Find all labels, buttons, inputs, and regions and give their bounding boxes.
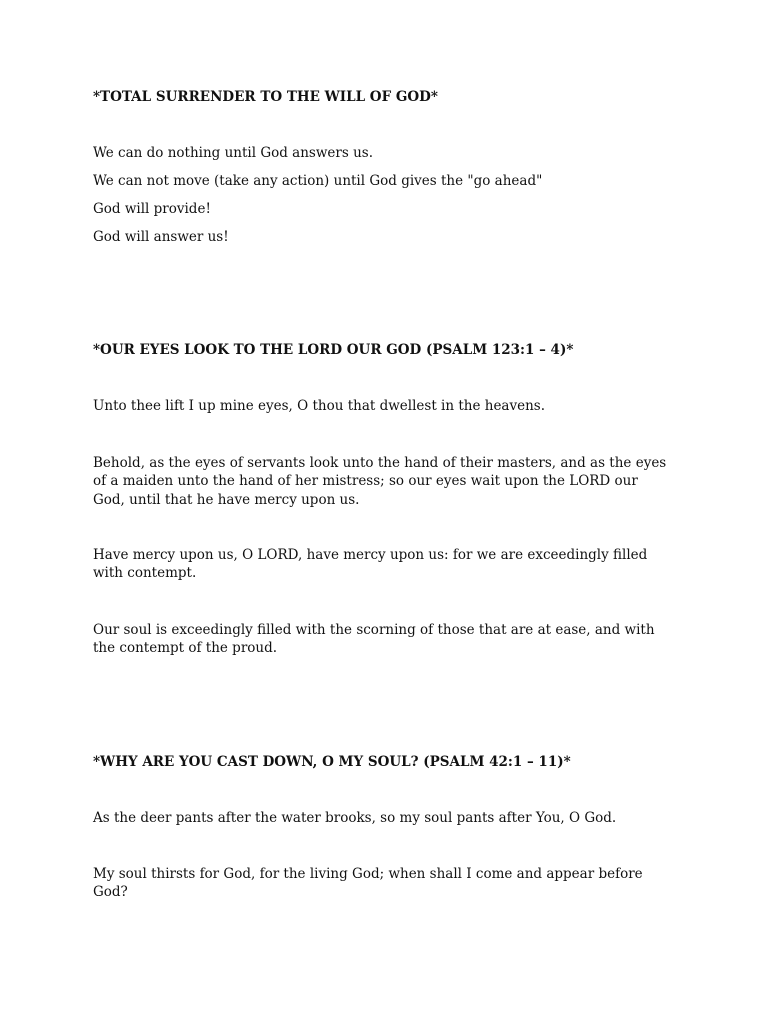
verse-paragraph: Our soul is exceedingly filled with the scorning of those that are at ease, and with the contempt of the proud. [93, 622, 655, 657]
statement-line: We can not move (take any action) until God gives the "go ahead" [93, 173, 543, 189]
verse-paragraph: Behold, as the eyes of servants look unto the hand of their masters, and as the eyes of a maiden unto the hand of her mistress; so our eyes wait upon the LORD our God, until that he have mercy upon us. [93, 455, 667, 508]
section-heading: *WHY ARE YOU CAST DOWN, O MY SOUL? (PSALM 42:1 – 11)* [93, 754, 571, 770]
section-heading: *TOTAL SURRENDER TO THE WILL OF GOD* [93, 89, 438, 105]
section-heading: *OUR EYES LOOK TO THE LORD OUR GOD (PSALM 123:1 – 4)* [93, 342, 574, 358]
verse-paragraph: As the deer pants after the water brooks, so my soul pants after You, O God. [93, 810, 617, 826]
statement-line: We can do nothing until God answers us. [93, 145, 373, 161]
statement-line: God will provide! [93, 201, 211, 217]
statement-line: God will answer us! [93, 229, 229, 245]
verse-paragraph: Have mercy upon us, O LORD, have mercy upon us: for we are exceedingly filled with contempt. [93, 547, 648, 582]
verse-paragraph: My soul thirsts for God, for the living God; when shall I come and appear before God? [93, 866, 643, 901]
verse-paragraph: Unto thee lift I up mine eyes, O thou that dwellest in the heavens. [93, 398, 546, 414]
